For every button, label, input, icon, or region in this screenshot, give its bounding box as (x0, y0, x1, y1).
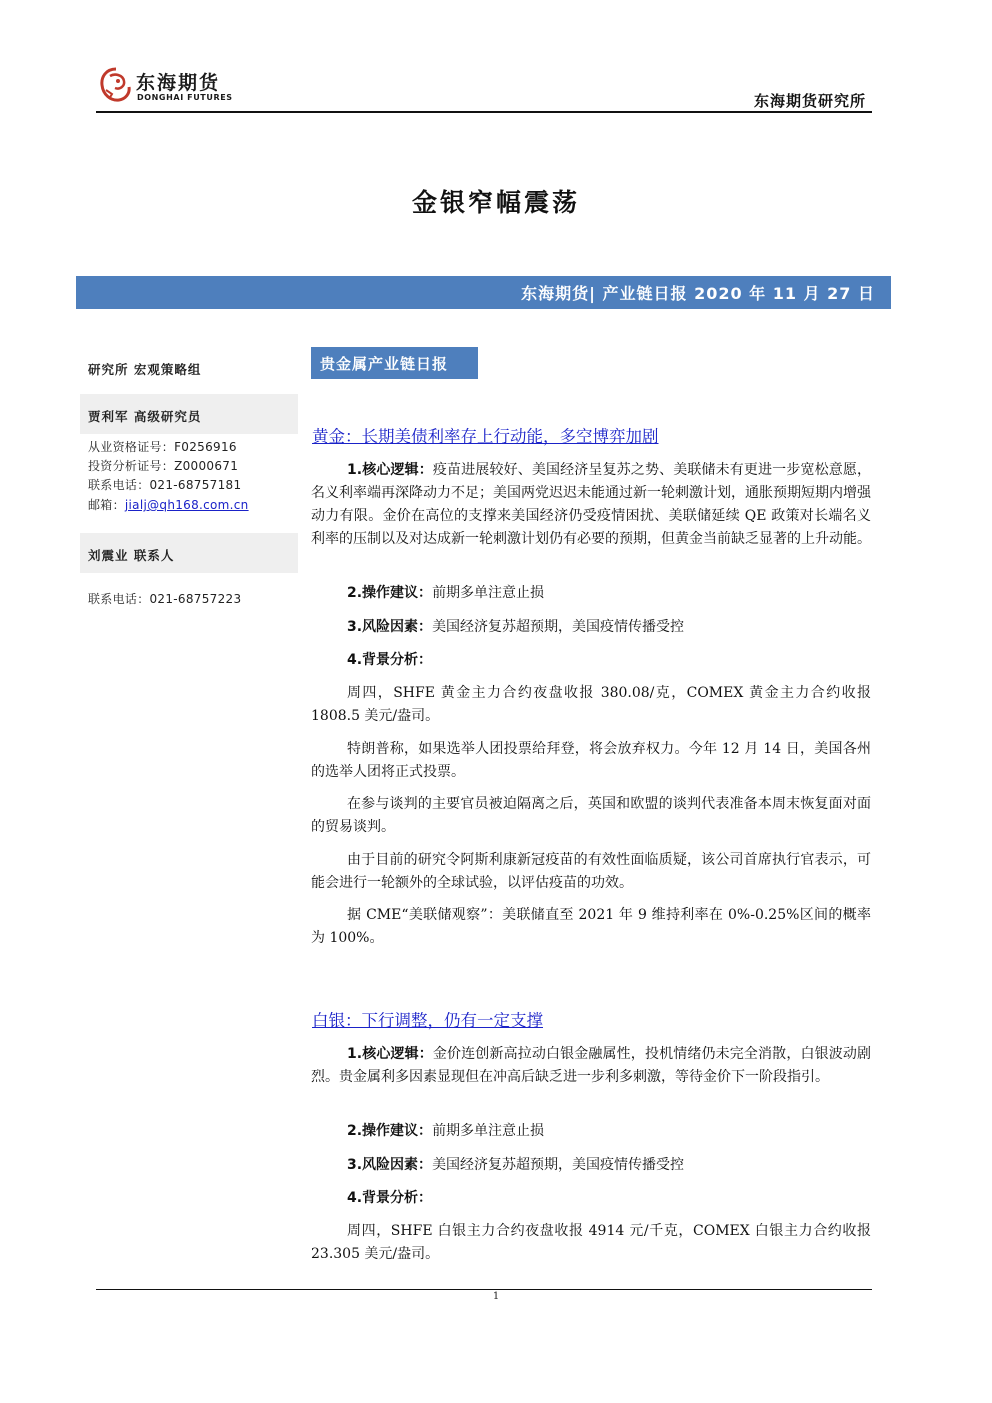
gold-heading-link[interactable]: 黄金：长期美债利率存上行动能，多空博弈加剧 (312, 427, 659, 446)
silver-advice (311, 1120, 871, 1143)
report-title: 金银窄幅震荡 (411, 188, 580, 217)
silver-risk-label: 3.风险因素： (347, 1157, 433, 1173)
analyst1-phone: 联系电话：021-68757181 (88, 478, 242, 492)
company-logo (98, 66, 233, 106)
analyst1-email-row (88, 496, 249, 513)
sidebar-dept-block (80, 348, 298, 388)
silver-advice-label: 2.操作建议： (347, 1123, 433, 1139)
gold-bg-paragraph: 特朗普称，如果选举人团投票给拜登，将会放弃权力。今年 12 月 14 日，美国各州的选举人团将正式投票。 (311, 741, 871, 780)
analyst1-name-title: 贾利军 高级研究员 (88, 409, 202, 424)
gold-risk (311, 616, 871, 639)
gold-core-label: 1.核心逻辑： (347, 462, 433, 478)
page-number: 1 (492, 1291, 500, 1302)
section-tag-label: 贵金属产业链日报 (320, 355, 449, 373)
silver-advice-text: 前期多单注意止损 (432, 1123, 545, 1139)
dept-label: 研究所 宏观策略组 (88, 362, 202, 377)
logo-english-name: DONGHAI FUTURES (137, 93, 233, 102)
report-banner (76, 276, 891, 309)
gold-advice-label: 2.操作建议： (347, 585, 433, 601)
section-tag (311, 347, 478, 379)
silver-bg-label: 4.背景分析： (347, 1190, 433, 1206)
silver-risk-text: 美国经济复苏超预期，美国疫情传播受控 (432, 1157, 685, 1173)
gold-core-logic (311, 459, 871, 551)
header-rule (96, 111, 872, 113)
dragon-logo-icon (98, 66, 134, 104)
silver-core-logic (311, 1043, 871, 1089)
silver-heading-link[interactable]: 白银：下行调整，仍有一定支撑 (312, 1011, 543, 1030)
analyst2-header (80, 533, 298, 573)
banner-text: 东海期货| 产业链日报 2020 年 11 月 27 日 (521, 284, 875, 303)
analyst1-header (80, 394, 298, 434)
gold-advice-text: 前期多单注意止损 (432, 585, 545, 601)
silver-core-label: 1.核心逻辑： (347, 1046, 433, 1062)
silver-bg-paragraph: 周四，SHFE 白银主力合约夜盘收报 4914 元/千克，COMEX 白银主力合约收报 23.305 美元/盎司。 (311, 1223, 871, 1262)
analyst1-qual-no: 从业资格证号：F0256916 (88, 440, 237, 454)
gold-advice (311, 582, 871, 605)
silver-bg-heading (311, 1187, 871, 1210)
silver-risk (311, 1154, 871, 1177)
gold-bg-label: 4.背景分析： (347, 652, 433, 668)
gold-bg-paragraph: 周四，SHFE 黄金主力合约夜盘收报 380.08/克，COMEX 黄金主力合约收报 1808.5 美元/盎司。 (311, 685, 871, 724)
footer-rule (96, 1289, 872, 1290)
analyst2-name-title: 刘震业 联系人 (88, 548, 175, 563)
gold-bg-paragraph: 据 CME“美联储观察”：美联储直至 2021 年 9 维持利率在 0%-0.25%区间的概率为 100%。 (311, 907, 871, 946)
gold-bg-paragraph: 由于目前的研究令阿斯利康新冠疫苗的有效性面临质疑，该公司首席执行官表示，可能会进行一轮额外的全球试验，以评估疫苗的功效。 (311, 852, 871, 891)
institute-name: 东海期货研究所 (753, 92, 866, 110)
gold-core-text: 疫苗进展较好、美国经济呈复苏之势、美联储未有更进一步宽松意愿，名义利率端再深降动力不足；美国两党迟迟未能通过新一轮刺激计划，通胀预期短期内增强动力有限。金价在高位的支撑来美国经济仍受疫情困扰、美联储延续 QE 政策对长端名义利率的压制以及对达成新一轮刺激计划仍有必要的预期，但黄金当前缺乏显著的上升动能。 (311, 462, 872, 547)
gold-risk-text: 美国经济复苏超预期，美国疫情传播受控 (432, 619, 685, 635)
gold-bg-paragraph: 在参与谈判的主要官员被迫隔离之后，英国和欧盟的谈判代表准备本周末恢复面对面的贸易谈判。 (311, 796, 871, 835)
gold-bg-heading (311, 649, 871, 672)
silver-core-text: 金价连创新高拉动白银金融属性，投机情绪仍未完全消散，白银波动剧烈。贵金属利多因素显现但在冲高后缺乏进一步利多刺激，等待金价下一阶段指引。 (311, 1046, 872, 1085)
analyst1-invest-no: 投资分析证号：Z0000671 (88, 459, 239, 473)
email-label: 邮箱： (88, 498, 125, 512)
analyst1-email-link[interactable]: jialj@qh168.com.cn (124, 498, 249, 512)
gold-risk-label: 3.风险因素： (347, 619, 433, 635)
analyst2-phone: 联系电话：021-68757223 (88, 592, 242, 606)
logo-chinese-name: 东海期货 (136, 72, 221, 94)
